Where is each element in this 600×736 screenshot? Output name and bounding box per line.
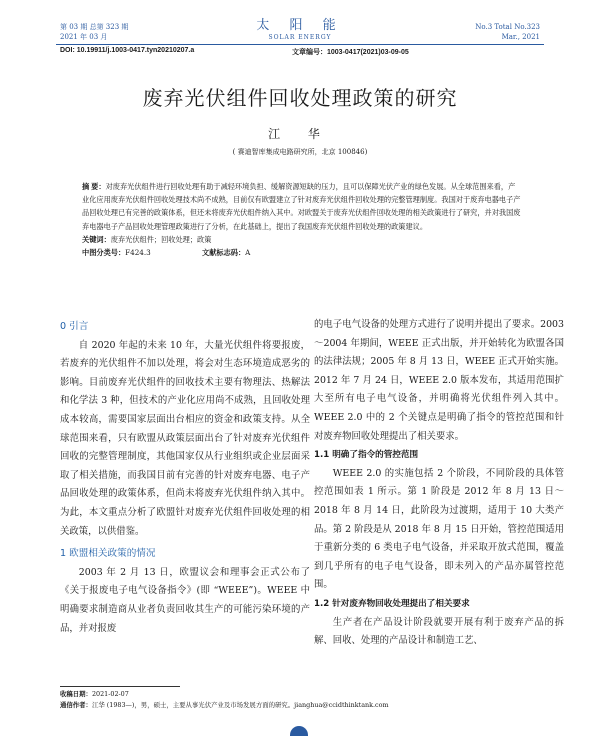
article-id: 文章编号：1003-0417(2021)03-09-05 — [292, 49, 409, 56]
left-column — [60, 316, 310, 638]
doc-label: 文献标志码： — [202, 248, 246, 258]
author-info-label: 通信作者： — [60, 701, 92, 709]
subsection-heading-scope: 1.1 明确了指令的管控范围 — [314, 450, 419, 461]
corresponding-author — [60, 700, 389, 711]
cls-value: F424.3 — [125, 248, 151, 258]
received-value: 2021-02-07 — [91, 690, 129, 698]
weee-continuation-paragraph: 的电子电气设备的处理方式进行了说明并提出了要求。2003～2004 年期间，WEEE 正式出版，并开始转化为欧盟各国的法律法规；2005 年 8 月 13 日，WEEE 正式开始实施。2012 年 7 月 24 日，WEEE 2.0 版本发布，其适用范围扩大至所有电子电气设备，并明确将光伏组件列入其中。WEEE 2.0 中的 2 个关键点是明确了指令的管控范围和针对废弃物回收处理提出了相关要求。 — [314, 319, 564, 442]
keywords-row — [82, 233, 522, 246]
abstract-text: 对废弃光伏组件进行回收处理有助于减轻环境负担、缓解资源短缺的压力，且可以保障光伏产业的绿色发展。从全球范围来看，产业化应用废弃光伏组件回收处理技术尚不成熟，目前仅有欧盟建立了针对废弃光伏组件回收处理的完整管理制度。我国对于废弃电器电子产品回收处理已有完善的政策体系，但还未将废弃光伏组件纳入其中。对欧盟关于废弃光伏组件回收处理的相关政策进行了研究，并对我国废弃电器电子产品回收处理管理政策进行了分析，在此基础上，提出了我国废弃光伏组件回收处理的政策建议。 — [82, 182, 521, 231]
footnote — [60, 689, 389, 711]
header-issue-info-en — [475, 22, 540, 42]
doi[interactable]: DOI: 10.19911/j.1003-0417.tyn20210207.a — [60, 47, 195, 54]
section-heading-intro: 0 引言 — [60, 321, 89, 332]
author-info-value: 江华 (1983—)，男，硕士，主要从事光伏产业及市场发展方面的研究。jianghua@ccidthinktank.com — [91, 701, 389, 709]
doc-code — [202, 246, 250, 259]
received-date — [60, 689, 389, 700]
abstract-block — [82, 180, 522, 259]
header-issue-line-en: No.3 Total No.323 — [475, 23, 540, 31]
keywords-label: 关键词： — [82, 234, 111, 244]
footnote-divider — [60, 686, 180, 687]
abstract-label: 摘 要： — [82, 182, 106, 191]
cls-label: 中图分类号： — [82, 248, 126, 258]
recycling-paragraph: 生产者在产品设计阶段就要开展有利于废弃产品的拆解、回收、处理的产品设计和制造工艺、 — [314, 616, 564, 647]
eu-policy-paragraph: 2003 年 2 月 13 日，欧盟议会和理事会正式公布了《关于报废电子电气设备指令》(即 “WEEE”)。WEEE 中明确要求制造商从业者负责回收其生产的可能污染环境的产品，并对报废 — [60, 566, 310, 634]
header-divider — [56, 44, 544, 45]
journal-name-cn: 太 阳 能 — [256, 18, 344, 33]
subsection-heading-recycling: 1.2 针对废弃物回收处理提出了相关要求 — [314, 598, 470, 609]
right-column — [314, 316, 564, 651]
doc-value: A — [245, 248, 251, 258]
header-issue-line: 第 03 期 总第 323 期 — [60, 23, 129, 31]
keywords-value: 废弃光伏组件；回收处理；政策 — [110, 234, 212, 244]
paper-title: 废弃光伏组件回收处理政策的研究 — [142, 86, 458, 110]
header-date-line-en: Mar., 2021 — [501, 33, 540, 41]
header-date-line: 2021 年 03 月 — [60, 33, 108, 41]
scope-paragraph: WEEE 2.0 的实施包括 2 个阶段，不同阶段的具体管控范围如表 1 所示。第 1 阶段是 2012 年 8 月 13 日～2018 年 8 月 14 日，此阶段为过渡期，适用于 10 大类产品。第 2 阶段是从 2018 年 8 月 15 日开始，管控范围适用于重新分类的 6 类电子电气设备，并采取开放式范围，覆盖到几乎所有的电子电气设备，即未列入的产品亦属管控范围。 — [314, 467, 564, 591]
section-heading-eu-policy: 1 欧盟相关政策的情况 — [60, 548, 156, 560]
intro-paragraph: 自 2020 年起的未来 10 年，大量光伏组件将要报废，若废弃的光伏组件不加以处理，将会对生态环境造成恶劣的影响。目前废弃光伏组件的回收技术主要有物理法、热解法和化学法 3 种，但技术的产业化应用尚不成熟，且回收处理成本较高，需要国家层面出台相应的资金和政策支持。从全球范围来看，只有欧盟从政策层面出台了针对废弃光伏组件回收的完整管理制度，其他国家仅从行业组织或企业层面采取了相关措施，而我国目前有完善的针对废弃电器、电子产品回收处理的政策体系，但尚未将废弃光伏组件纳入其中。为此，本文重点分析了欧盟针对废弃光伏组件回收处理的相关政策，以供借鉴。 — [60, 339, 310, 537]
page-number-tab — [290, 726, 308, 736]
doi-line — [60, 47, 540, 54]
paper-author: 江 华 — [268, 127, 332, 141]
abstract-paragraph — [82, 180, 522, 233]
author-affiliation: ( 赛迪智库集成电路研究所，北京 100846) — [232, 148, 368, 156]
journal-name-en: SOLAR ENERGY — [268, 34, 332, 41]
classification-row — [82, 246, 522, 259]
received-label: 收稿日期： — [60, 690, 92, 698]
